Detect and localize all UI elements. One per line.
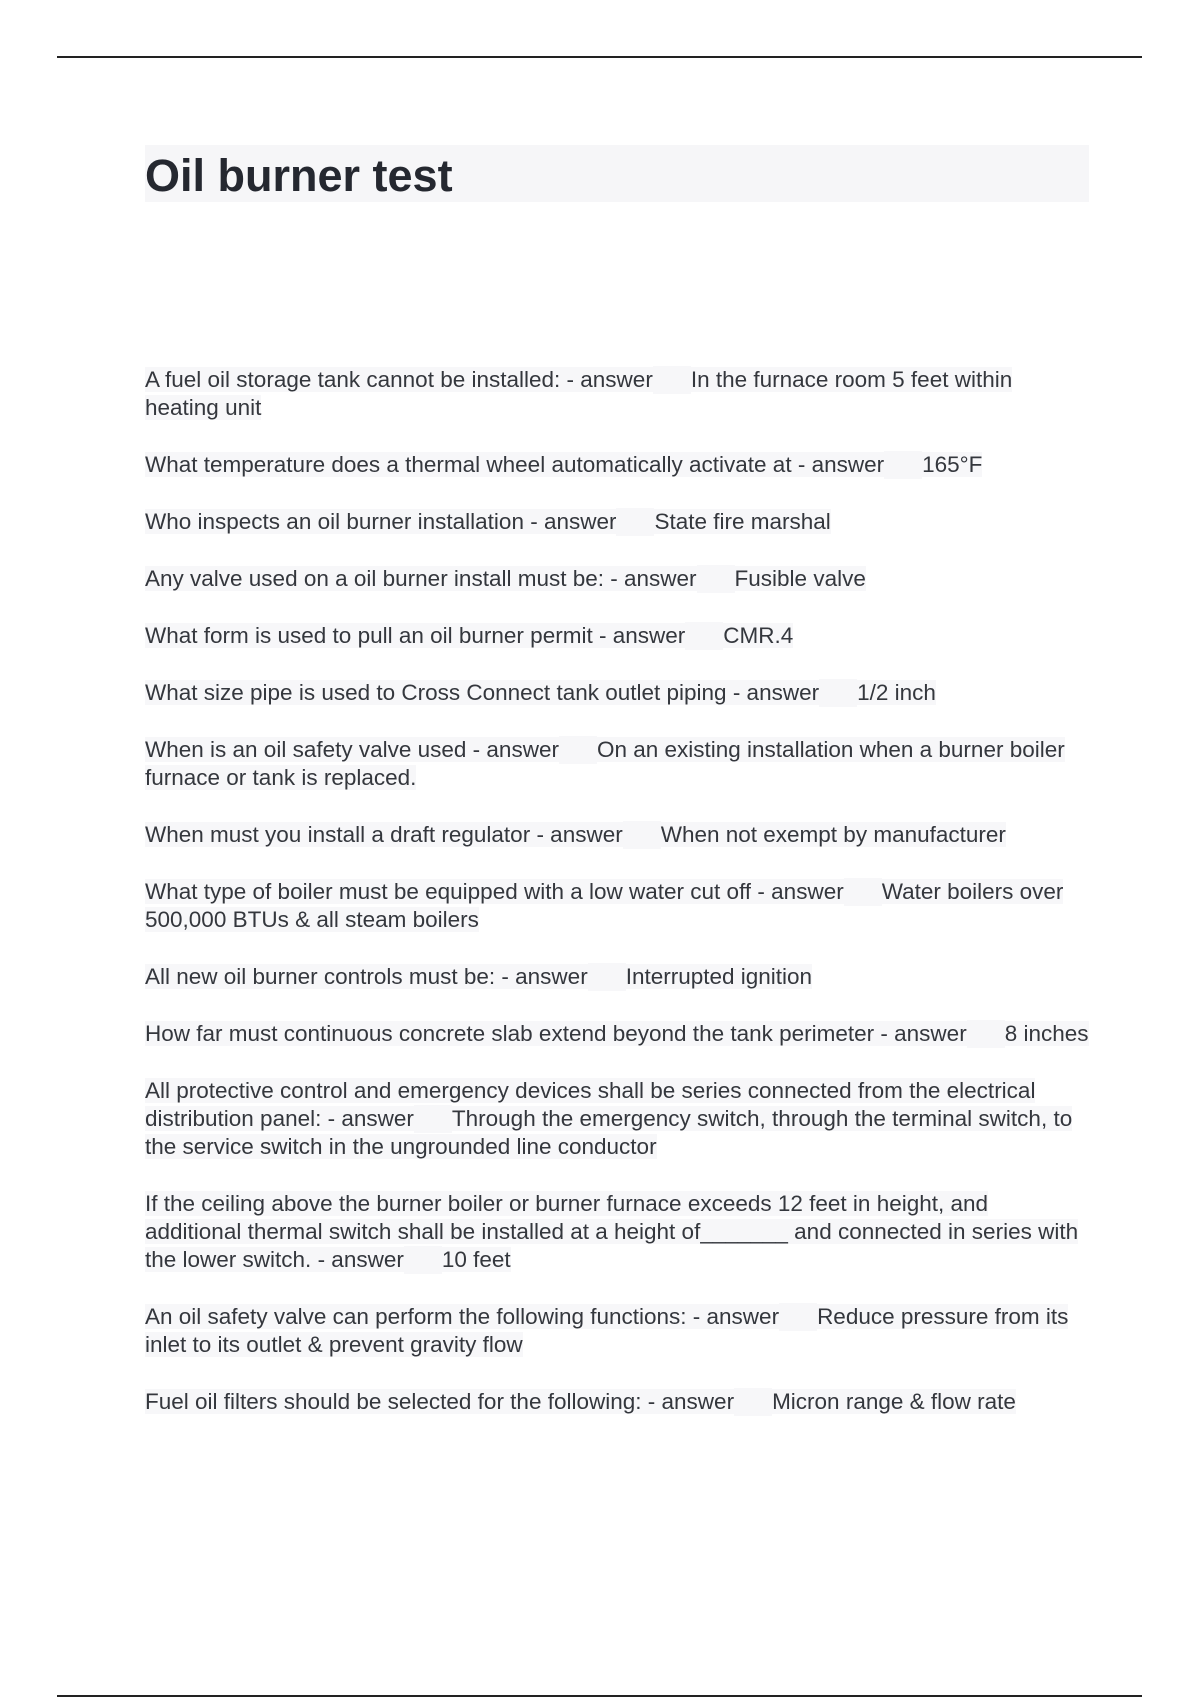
answer-text: In the furnace room 5 feet within heating unit: [145, 367, 1013, 420]
answer-separator: - answer: [530, 822, 623, 847]
question-text: An oil safety valve can perform the following functions:: [145, 1304, 687, 1329]
answer-text: 165°F: [922, 452, 983, 477]
answer-separator: - answer: [466, 737, 559, 762]
question-text: What form is used to pull an oil burner permit: [145, 623, 593, 648]
question-text: All protective control and emergency devices shall be series connected from the electrical distribution panel:: [145, 1078, 1036, 1131]
qa-item: [145, 451, 1089, 479]
question-text: What size pipe is used to Cross Connect tank outlet piping: [145, 680, 727, 705]
question-text: Fuel oil filters should be selected for the following:: [145, 1389, 642, 1414]
qa-list: [145, 366, 1089, 1445]
question-text: How far must continuous concrete slab extend beyond the tank perimeter: [145, 1021, 875, 1046]
answer-gap: [685, 622, 723, 650]
answer-separator: - answer: [686, 1304, 780, 1329]
answer-text: State fire marshal: [654, 509, 831, 534]
answer-separator: - answer: [321, 1106, 414, 1131]
question-text: Who inspects an oil burner installation: [145, 509, 524, 534]
qa-item: [145, 821, 1089, 849]
answer-gap: [819, 679, 857, 707]
answer-text: Micron range & flow rate: [772, 1389, 1016, 1414]
answer-text: 8 inches: [1004, 1021, 1089, 1046]
answer-gap: [559, 736, 597, 764]
answer-gap: [588, 963, 626, 991]
header-rule: [57, 56, 1142, 58]
answer-separator: - answer: [641, 1389, 735, 1414]
qa-item: [145, 963, 1089, 991]
answer-separator: - answer: [495, 964, 588, 989]
answer-gap: [779, 1303, 817, 1331]
qa-item: [145, 878, 1089, 934]
page-title: Oil burner test: [145, 150, 453, 201]
answer-text: Water boilers over 500,000 BTUs & all steam boilers: [145, 879, 1064, 932]
answer-gap: [967, 1020, 1005, 1048]
answer-text: CMR.4: [723, 623, 794, 648]
qa-item: [145, 1388, 1089, 1416]
answer-separator: - answer: [604, 566, 697, 591]
question-text: What type of boiler must be equipped with a low water cut off: [145, 879, 752, 904]
answer-gap: [734, 1388, 772, 1416]
qa-item: [145, 1020, 1089, 1048]
question-text: All new oil burner controls must be:: [145, 964, 496, 989]
answer-gap: [884, 451, 922, 479]
answer-text: Through the emergency switch, through the terminal switch, to the service switch in the ungrounded line conductor: [145, 1106, 1073, 1159]
answer-separator: - answer: [311, 1247, 404, 1272]
qa-item: [145, 366, 1089, 422]
answer-text: Interrupted ignition: [625, 964, 813, 989]
qa-item: [145, 679, 1089, 707]
answer-gap: [616, 508, 654, 536]
answer-text: 10 feet: [441, 1247, 511, 1272]
answer-text: Reduce pressure from its inlet to its outlet & prevent gravity flow: [145, 1304, 1069, 1357]
answer-gap: [844, 878, 882, 906]
question-text: When is an oil safety valve used: [145, 737, 467, 762]
answer-separator: - answer: [791, 452, 885, 477]
answer-text: Fusible valve: [734, 566, 866, 591]
title-banner: [145, 145, 1089, 202]
question-text: A fuel oil storage tank cannot be installed:: [145, 367, 561, 392]
answer-text: On an existing installation when a burner boiler furnace or tank is replaced.: [145, 737, 1065, 790]
qa-item: [145, 508, 1089, 536]
answer-gap: [404, 1246, 442, 1274]
question-text: When must you install a draft regulator: [145, 822, 531, 847]
qa-item: [145, 1190, 1089, 1274]
footer-rule: [57, 1695, 1142, 1697]
qa-item: [145, 1303, 1089, 1359]
question-text: What temperature does a thermal wheel automatically activate at: [145, 452, 792, 477]
answer-separator: - answer: [523, 509, 617, 534]
qa-item: [145, 1077, 1089, 1161]
qa-item: [145, 565, 1089, 593]
answer-gap: [653, 366, 691, 394]
answer-separator: - answer: [874, 1021, 967, 1046]
answer-text: When not exempt by manufacturer: [660, 822, 1006, 847]
answer-separator: - answer: [726, 680, 820, 705]
question-text: If the ceiling above the burner boiler or burner furnace exceeds 12 feet in height, and additional thermal switch shall be installed at a height of_______ and connected in series with the lower switch.: [145, 1191, 1079, 1272]
answer-separator: - answer: [592, 623, 686, 648]
answer-text: 1/2 inch: [857, 680, 936, 705]
question-text: Any valve used on a oil burner install must be:: [145, 566, 604, 591]
qa-item: [145, 622, 1089, 650]
answer-separator: - answer: [751, 879, 844, 904]
qa-item: [145, 736, 1089, 792]
answer-gap: [623, 821, 661, 849]
answer-separator: - answer: [560, 367, 653, 392]
answer-gap: [697, 565, 735, 593]
answer-gap: [414, 1105, 452, 1133]
